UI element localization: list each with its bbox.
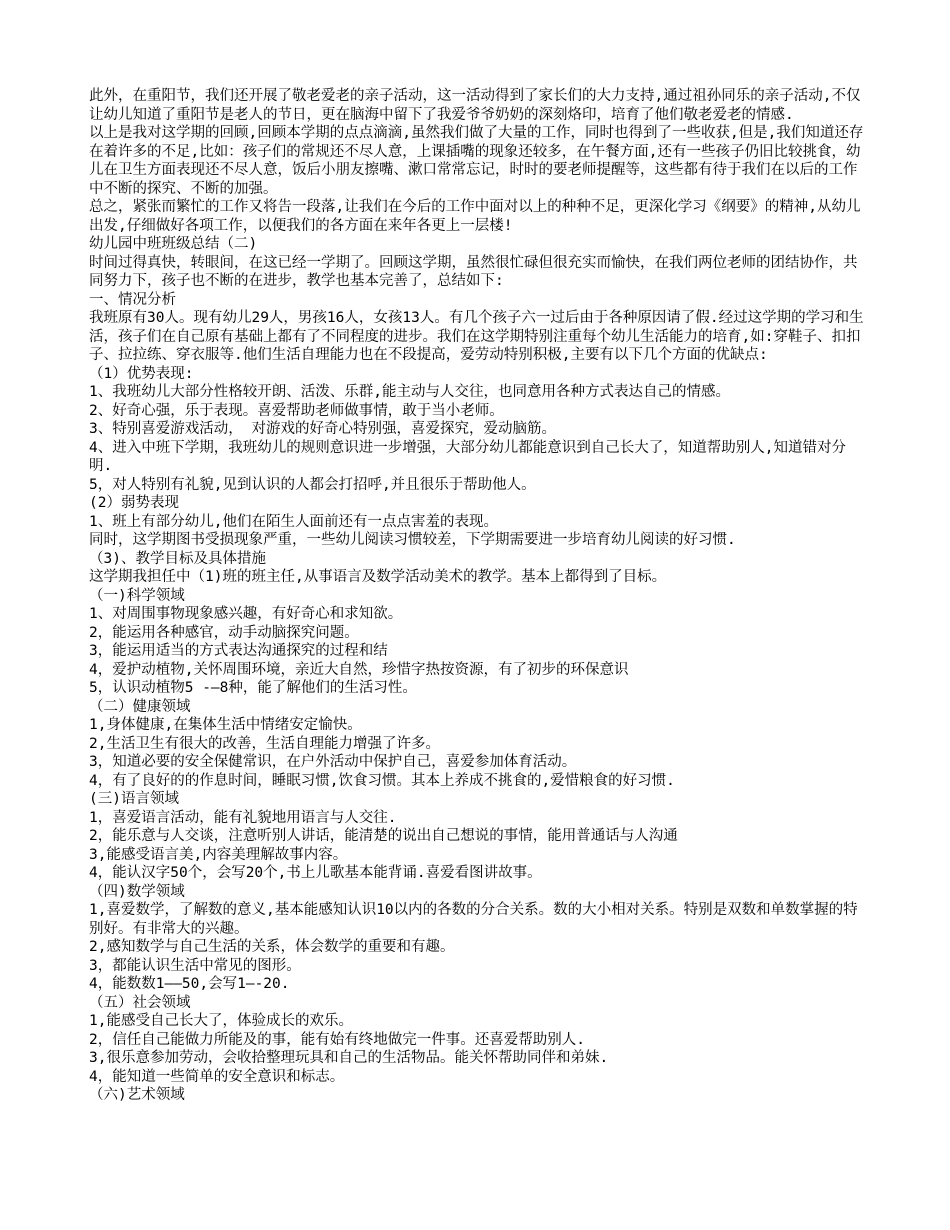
list-item: 5，认识动植物5 -—8种，能了解他们的生活习性。 xyxy=(89,680,417,696)
list-item: 1、班上有部分幼儿,他们在陌生人面前还有一点点害羞的表现。 xyxy=(89,513,498,530)
sub-heading: （3)、教学目标及具体措施 xyxy=(89,550,266,567)
list-item: 3,能感受语言美,内容美理解故事内容。 xyxy=(89,846,348,863)
list-item: 4，有了良好的的作息时间，睡眠习惯,饮食习惯。其本上养成不挑食的,爱惜粮食的好习惯. xyxy=(89,772,675,789)
list-item: 3,很乐意参加劳动，会收拾整理玩具和自己的生活物品。能关怀帮助同伴和弟妹. xyxy=(89,1050,609,1066)
paragraph: 我班原有30人。现有幼儿29人，男孩16人，女孩13人。有几个孩子六一过后由于各种原因请了假.经过这学期的学习和生活，孩子们在自己原有基础上都有了不同程度的进步。我们在这学期特别注重每个幼儿生活能力的培育,如:穿鞋子、扣扣子、拉拉练、穿衣服等.他们生活自理能力也在不段提高，爱劳动特别积极,主要有以下几个方面的优缺点: xyxy=(89,310,864,363)
list-item: 4，能数数1——50,会写1—-20. xyxy=(89,976,290,992)
paragraph: 以上是我对这学期的回顾,回顾本学期的点点滴滴,虽然我们做了大量的工作，同时也得到了一些收获,但是,我们知道还存在着许多的不足,比如：孩子们的常规还不尽人意，上课插嘴的现象还较多，在午餐方面,还有一些孩子仍旧比较挑食，幼儿在卫生方面表现还不尽人意，饭后小朋友擦嘴、漱口常常忘记，时时的要老师提醒等，这些都有待于我们在以后的工作中不断的探究、不断的加强。 xyxy=(89,125,864,197)
sub-heading: （五）社会领域 xyxy=(89,994,191,1011)
list-item: 4、进入中班下学期，我班幼儿的规则意识进一步增强，大部分幼儿都能意识到自己长大了，知道帮助别人,知道错对分明. xyxy=(89,439,846,474)
list-item: 3、特别喜爱游戏活动， 对游戏的好奇心特别强，喜爱探究，爱动脑筋。 xyxy=(89,421,556,437)
paragraph: 时间过得真快，转眼间，在这已经一学期了。回顾这学期，虽然很忙碌但很充实而愉快，在我们两位老师的团结协作，共同努力下，孩子也不断的在进步，教学也基本完善了，总结如下: xyxy=(89,254,858,289)
list-item: 1、我班幼儿大部分性格较开朗、活泼、乐群,能主动与人交往，也同意用各种方式表达自己的情感。 xyxy=(89,384,730,400)
list-item: 2,生活卫生有很大的改善，生活自理能力增强了许多。 xyxy=(89,735,440,752)
list-item: 1,能感受自己长大了，体验成长的欢乐。 xyxy=(89,1013,353,1029)
list-item: 3，能运用适当的方式表达沟通探究的过程和结 xyxy=(89,643,388,659)
list-item: 2，能乐意与人交谈，注意听别人讲话，能清楚的说出自己想说的事情，能用普通话与人沟通 xyxy=(89,828,678,844)
list-item: 1,身体健康,在集体生活中情绪安定愉快。 xyxy=(89,717,362,733)
list-item: 4，能知道一些简单的安全意识和标志。 xyxy=(89,1068,345,1085)
list-item: 1，喜爱语言活动，能有礼貌地用语言与人交往. xyxy=(89,809,397,826)
sub-heading: （1）优势表现: xyxy=(89,365,194,382)
paragraph: 同时，这学期图书受损现象严重，一些幼儿阅读习惯较差，下学期需要进一步培育幼儿阅读的好习惯. xyxy=(89,532,736,548)
list-item: 1,喜爱数学，了解数的意义,基本能感知认识10以内的各数的分合关系。数的大小相对关系。特别是双数和单数掌握的特别好。有非常大的兴趣。 xyxy=(89,902,858,937)
list-item: 2，能运用各种感官，动手动脑探究问题。 xyxy=(89,624,359,641)
list-item: 5，对人特别有礼貌,见到认识的人都会打招呼,并且很乐于帮助他人。 xyxy=(89,476,536,493)
sub-heading: （四)数学领域 xyxy=(89,883,185,900)
sub-heading: (2）弱势表现 xyxy=(89,495,179,511)
list-item: 3，都能认识生活中常见的图形。 xyxy=(89,957,301,974)
list-item: 3，知道必要的安全保健常识，在户外活动中保护自己，喜爱参加体育活动。 xyxy=(89,754,577,770)
list-item: 4，爱护动植物,关怀周围环境，亲近大自然，珍惜字热按资源，有了初步的环保意识 xyxy=(89,661,629,678)
section-title: 幼儿园中班班级总结（二) xyxy=(89,236,258,252)
list-item: 4，能认汉字50个，会写20个,书上儿歌基本能背诵.喜爱看图讲故事。 xyxy=(89,865,542,881)
paragraph: 此外，在重阳节，我们还开展了敬老爱老的亲子活动，这一活动得到了家长们的大力支持,通过祖孙同乐的亲子活动,不仅让幼儿知道了重阳节是老人的节日，更在脑海中留下了我爱爷爷奶奶的深刻烙印，培育了他们敬老爱老的情感. xyxy=(89,88,861,123)
sub-heading: （二）健康领域 xyxy=(89,698,191,715)
list-item: 2,感知数学与自己生活的关系，体会数学的重要和有趣。 xyxy=(89,939,455,955)
paragraph: 这学期我担任中（1)班的班主任,从事语言及数学活动美术的教学。基本上都得到了目标。 xyxy=(89,569,667,585)
list-item: 2、好奇心强，乐于表现。喜爱帮助老师做事情，敢于当小老师。 xyxy=(89,402,504,419)
sub-heading: （六)艺术领域 xyxy=(89,1087,185,1103)
list-item: 1、对周围事物现象感兴趣，有好奇心和求知欲。 xyxy=(89,606,403,622)
paragraph: 总之，紧张而繁忙的工作又将告一段落,让我们在今后的工作中面对以上的种种不足，更深化学习《纲要》的精神,从幼儿出发,仔细做好各项工作，以便我们的各方面在来年各更上一层楼! xyxy=(89,199,861,234)
sub-heading: (三)语言领域 xyxy=(89,791,179,807)
sub-heading: （一)科学领域 xyxy=(89,587,185,604)
section-heading: 一、情况分析 xyxy=(89,291,176,308)
document-body xyxy=(89,87,864,1105)
list-item: 2，信任自己能做力所能及的事，能有始有终地做完一件事。还喜爱帮助别人. xyxy=(89,1031,585,1048)
